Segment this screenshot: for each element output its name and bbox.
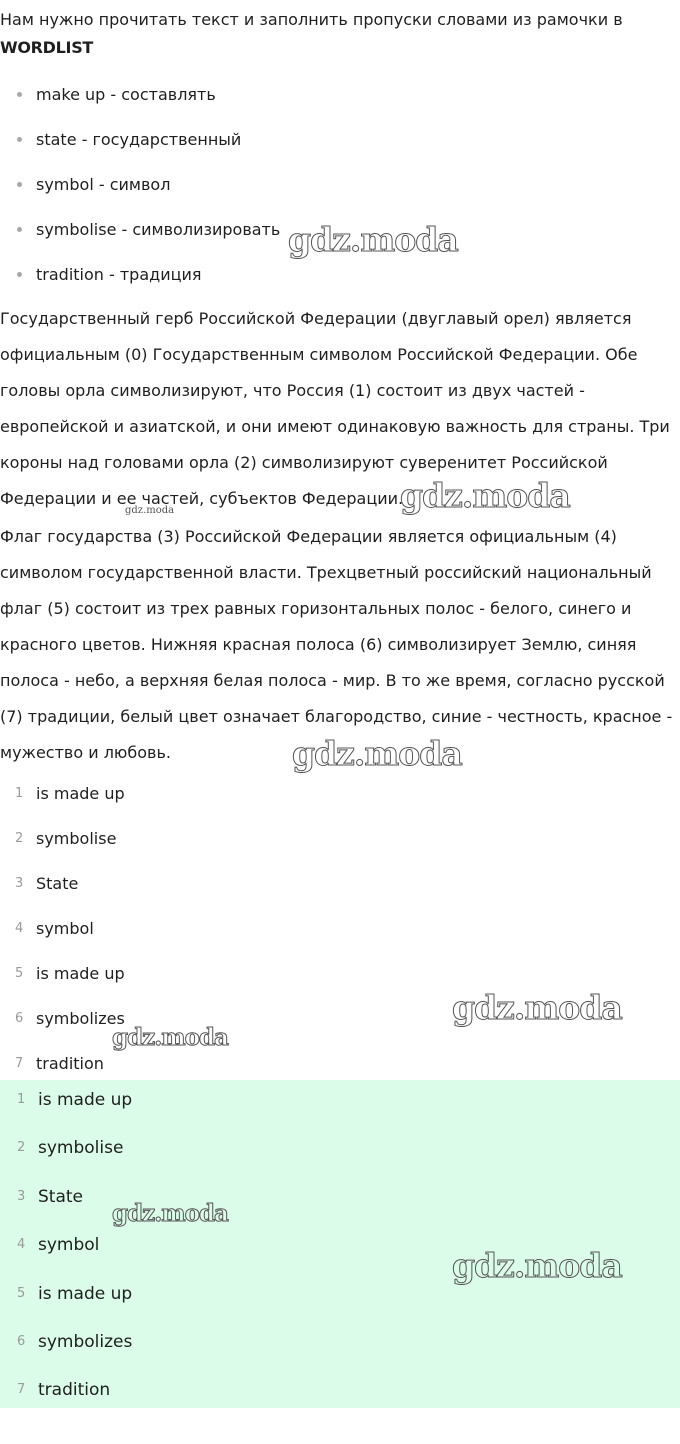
wordlist-item: symbolise - символизировать <box>0 207 680 252</box>
answer-text: symbolise <box>38 1138 124 1159</box>
wordlist <box>0 72 680 297</box>
wordlist-title: WORDLIST <box>0 38 94 57</box>
answer-text: tradition <box>36 1054 104 1073</box>
answer-item <box>0 1322 680 1370</box>
wordlist-item: state - государственный <box>0 117 680 162</box>
answer-item <box>0 1274 680 1322</box>
answer-text: State <box>38 1186 83 1207</box>
answer-text: State <box>36 874 79 893</box>
paragraph-coat-of-arms: Государственный герб Российской Федерации (двуглавый орел) является официальным (0) Государственным символом Российской Федерации. Обе головы орла символизируют, что Россия (1) состоит из двух частей - европейской и азиатской, и они имеют одинаковую важность для страны. Три короны над головами орла (2) символизируют суверенитет Российской Федерации и ее частей, субъектов Федерации. <box>0 309 670 508</box>
answer-number: 5 <box>17 1285 26 1301</box>
answer-number: 7 <box>15 1056 24 1071</box>
answer-item <box>0 996 680 1041</box>
highlighted-answer-list <box>0 1080 680 1419</box>
answer-text: tradition <box>38 1380 111 1401</box>
answer-text: symbolizes <box>36 1009 125 1028</box>
wordlist-item: symbol - символ <box>0 162 680 207</box>
answer-text: symbol <box>38 1235 100 1256</box>
answer-item <box>0 951 680 996</box>
wordlist-item: make up - составлять <box>0 72 680 117</box>
watermark-logo: gdz.moda <box>400 476 570 515</box>
answer-item <box>0 771 680 816</box>
answer-item <box>0 1177 680 1225</box>
answer-item <box>0 861 680 906</box>
wordlist-item: tradition - традиция <box>0 252 680 297</box>
watermark-logo: gdz.moda <box>288 220 458 259</box>
answer-item <box>0 1080 680 1128</box>
answer-text: is made up <box>38 1090 133 1110</box>
watermark-logo: gdz.moda <box>292 734 462 773</box>
answer-item <box>0 1370 680 1418</box>
answer-text: symbolise <box>36 829 117 848</box>
answer-text: is made up <box>38 1283 133 1304</box>
task-intro <box>0 0 680 62</box>
answer-item <box>0 1128 680 1176</box>
answer-text: symbol <box>36 919 94 938</box>
answer-number: 1 <box>15 786 24 801</box>
answer-number: 2 <box>17 1140 26 1156</box>
answer-item <box>0 906 680 951</box>
answer-number: 3 <box>17 1188 26 1204</box>
answer-number: 7 <box>17 1382 26 1398</box>
answer-item <box>0 1225 680 1273</box>
task-intro-text: Нам нужно прочитать текст и заполнить пропуски словами из рамочки в <box>0 10 623 29</box>
answer-number: 4 <box>15 921 24 936</box>
watermark-logo: gdz.moda <box>125 505 175 516</box>
answer-number: 5 <box>15 966 24 981</box>
answer-item <box>0 816 680 861</box>
answer-number: 4 <box>17 1237 26 1253</box>
answer-number: 1 <box>17 1092 26 1107</box>
answer-text: is made up <box>36 964 125 983</box>
answer-number: 2 <box>15 831 24 846</box>
answer-text: symbolizes <box>38 1331 133 1352</box>
watermark-logo: gdz.moda <box>112 1024 228 1051</box>
highlighted-answer-box <box>0 1080 680 1408</box>
paragraph-flag: Флаг государства (3) Российской Федерации является официальным (4) символом государственной власти. Трехцветный российский национальный флаг (5) состоит из трех равных горизонтальных полос - белого, синего и красного цветов. Нижняя красная полоса (6) символизирует Землю, синяя полоса - небо, а верхняя белая полоса - мир. В то же время, согласно русской (7) традиции, белый цвет означает благородство, синие - честность, красное - мужество и любовь. <box>0 527 673 762</box>
answer-number: 3 <box>15 876 24 891</box>
answer-number: 6 <box>17 1333 26 1349</box>
answer-text: is made up <box>36 784 125 803</box>
answer-list <box>0 771 680 1086</box>
watermark-logo: gdz.moda <box>452 988 622 1027</box>
answer-number: 6 <box>15 1011 24 1026</box>
